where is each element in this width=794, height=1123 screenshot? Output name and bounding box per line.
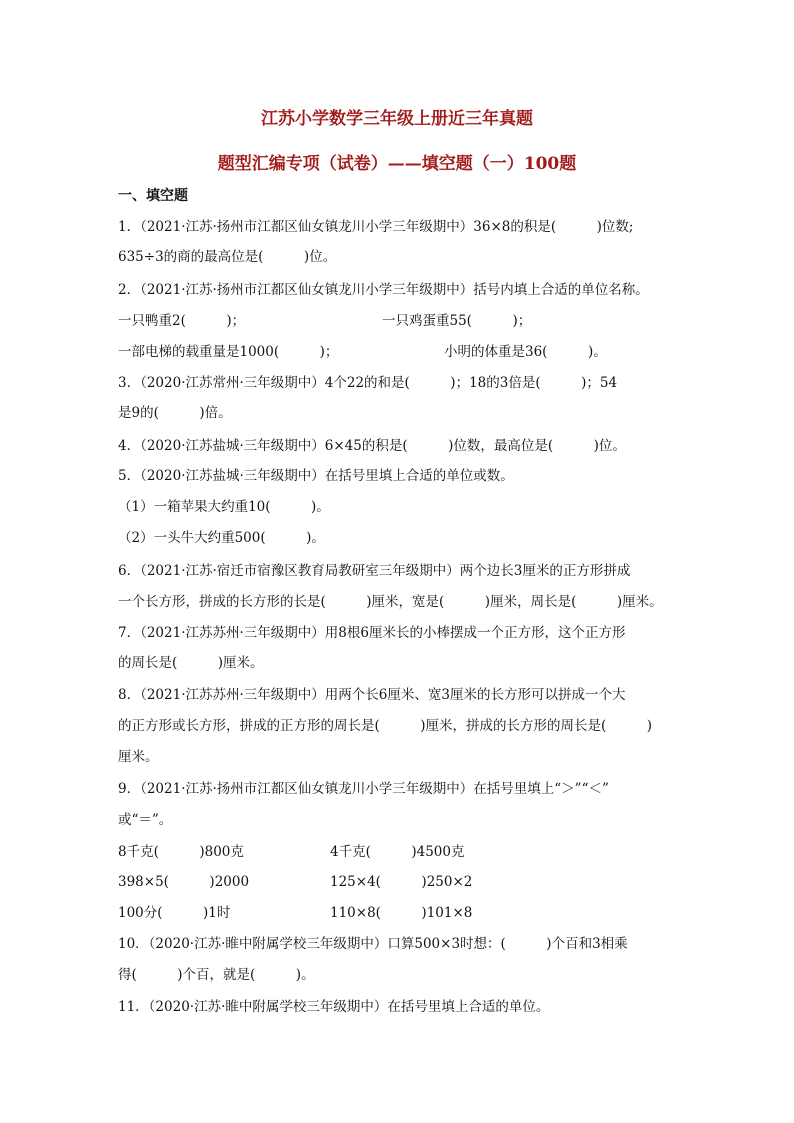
question-line: 1．（2021·江苏·扬州市江都区仙女镇龙川小学三年级期中）36×8的积是( )位数; [118, 219, 634, 235]
page-title: 江苏小学数学三年级上册近三年真题 [261, 109, 533, 129]
comparison-item: 398×5( )2000 [118, 874, 250, 890]
comparison-item: 100分( )1时 [118, 905, 231, 921]
q2-item: 一部电梯的载重量是1000( )； [118, 344, 339, 360]
question-line: 或“＝”。 [118, 812, 173, 828]
question-line: 4．（2020·江苏盐城·三年级期中）6×45的积是( )位数，最高位是( )位。 [118, 438, 626, 454]
question-line: 635÷3的商的最高位是( )位。 [118, 249, 337, 265]
question-line: 10．（2020·江苏·睢中附属学校三年级期中）口算500×3时想：( )个百和3相乘 [118, 936, 628, 952]
comparison-item: 8千克( )800克 [118, 844, 244, 860]
section-title: 一、填空题 [118, 188, 188, 204]
question-line: 的周长是( )厘米。 [118, 655, 264, 671]
question-line: 3．（2020·江苏常州·三年级期中）4个22的和是( )；18的3倍是( )；54 [118, 375, 618, 391]
q2-item: 一只鸡蛋重55( )； [382, 313, 532, 329]
question-line: （1）一箱苹果大约重10( )。 [118, 499, 330, 515]
page-subtitle: 题型汇编专项（试卷）——填空题（一）100题 [217, 154, 577, 174]
question-line: 6．（2021·江苏·宿迁市宿豫区教育局教研室三年级期中）两个边长3厘米的正方形拼成 [118, 563, 631, 579]
question-line: 一个长方形，拼成的长方形的长是( )厘米，宽是( )厘米，周长是( )厘米。 [118, 594, 663, 610]
question-line: 8．（2021·江苏苏州·三年级期中）用两个长6厘米、宽3厘米的长方形可以拼成一个大 [118, 687, 626, 703]
question-line: 7．（2021·江苏苏州·三年级期中）用8根6厘米长的小棒摆成一个正方形，这个正方形 [118, 625, 626, 641]
question-line: 2．（2021·江苏·扬州市江都区仙女镇龙川小学三年级期中）括号内填上合适的单位名称。 [118, 282, 649, 298]
q2-item: 一只鸭重2( )； [118, 313, 246, 329]
comparison-item: 4千克( )4500克 [330, 844, 465, 860]
comparison-item: 110×8( )101×8 [330, 905, 473, 921]
comparison-item: 125×4( )250×2 [330, 874, 473, 890]
question-line: 厘米。 [118, 749, 159, 765]
question-line: 得( )个百，就是( )。 [118, 967, 315, 983]
question-line: 11．（2020·江苏·睢中附属学校三年级期中）在括号里填上合适的单位。 [118, 999, 550, 1015]
question-line: （2）一头牛大约重500( )。 [118, 530, 325, 546]
question-line: 是9的( )倍。 [118, 405, 232, 421]
question-line: 5．（2020·江苏盐城·三年级期中）在括号里填上合适的单位或数。 [118, 468, 514, 484]
q2-item: 小明的体重是36( )。 [444, 344, 607, 360]
question-line: 的正方形或长方形，拼成的正方形的周长是( )厘米，拼成的长方形的周长是( ) [118, 718, 653, 734]
question-line: 9．（2021·江苏·扬州市江都区仙女镇龙川小学三年级期中）在括号里填上“＞”“＜” [118, 781, 609, 797]
